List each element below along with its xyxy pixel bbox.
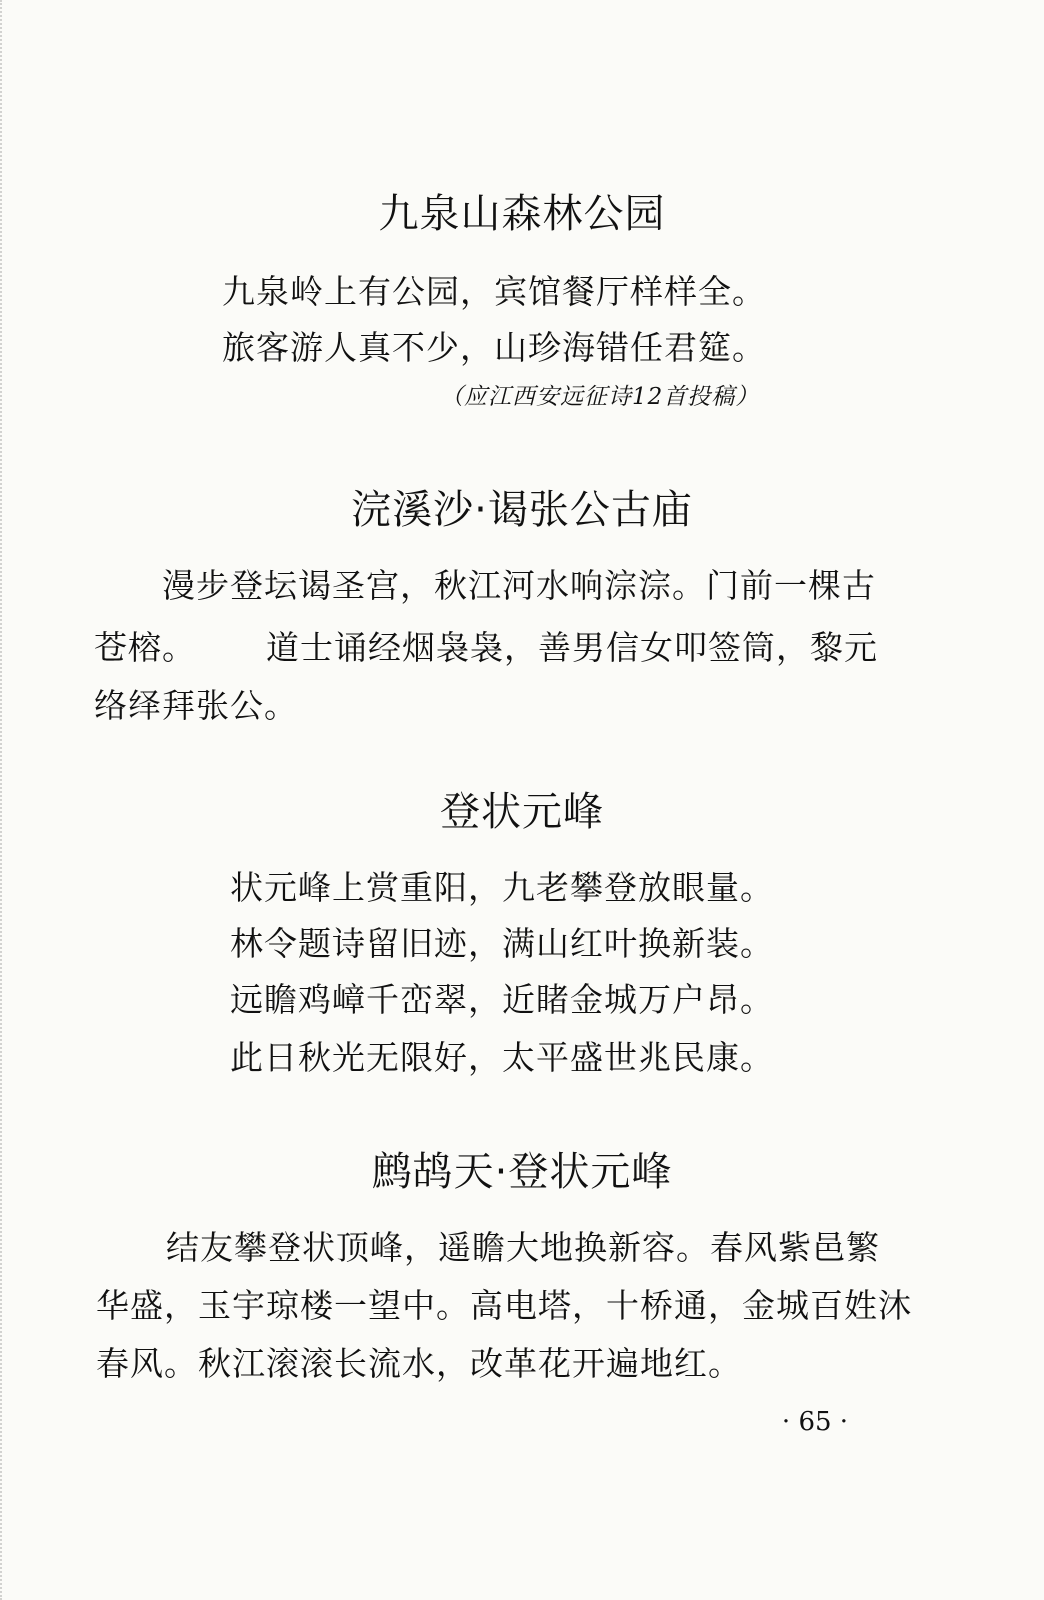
poem-line: 春风。秋江滚滚长流水，改革花开遍地红。 bbox=[96, 1344, 742, 1383]
poem-line: 此日秋光无限好，太平盛世兆民康。 bbox=[230, 1038, 774, 1077]
poem-line: 状元峰上赏重阳，九老攀登放眼量。 bbox=[230, 868, 774, 907]
poem-line: 华盛，玉宇琼楼一望中。高电塔，十桥通，金城百姓沐 bbox=[96, 1286, 912, 1325]
submission-note: （应江西安远征诗12首投稿） bbox=[440, 384, 760, 410]
poem-title-jiuquanshan: 九泉山森林公园 bbox=[378, 191, 666, 237]
page-number: · 65 · bbox=[781, 1407, 849, 1437]
poem-line: 林令题诗留旧迹，满山红叶换新装。 bbox=[230, 924, 774, 963]
poem-line: 结友攀登状顶峰，遥瞻大地换新容。春风紫邑繁 bbox=[166, 1228, 880, 1267]
poem-line: 漫步登坛谒圣宫，秋江河水响淙淙。门前一棵古 bbox=[162, 566, 876, 605]
poem-line: 苍榕。 bbox=[94, 628, 196, 667]
poem-line: 道士诵经烟袅袅，善男信女叩签筒，黎元 bbox=[266, 628, 878, 667]
poem-title-zhegutian: 鹧鸪天·登状元峰 bbox=[371, 1149, 673, 1195]
poem-line: 络绎拜张公。 bbox=[94, 686, 298, 725]
poem-title-huanxisha: 浣溪沙·谒张公古庙 bbox=[351, 487, 693, 533]
poem-title-zhuangyuanfeng: 登状元峰 bbox=[440, 789, 604, 835]
poem-line: 九泉岭上有公园，宾馆餐厅样样全。 bbox=[222, 272, 766, 311]
poem-line: 旅客游人真不少，山珍海错任君筵。 bbox=[222, 328, 766, 367]
poem-line: 远瞻鸡嶂千峦翠，近睹金城万户昂。 bbox=[230, 980, 774, 1019]
